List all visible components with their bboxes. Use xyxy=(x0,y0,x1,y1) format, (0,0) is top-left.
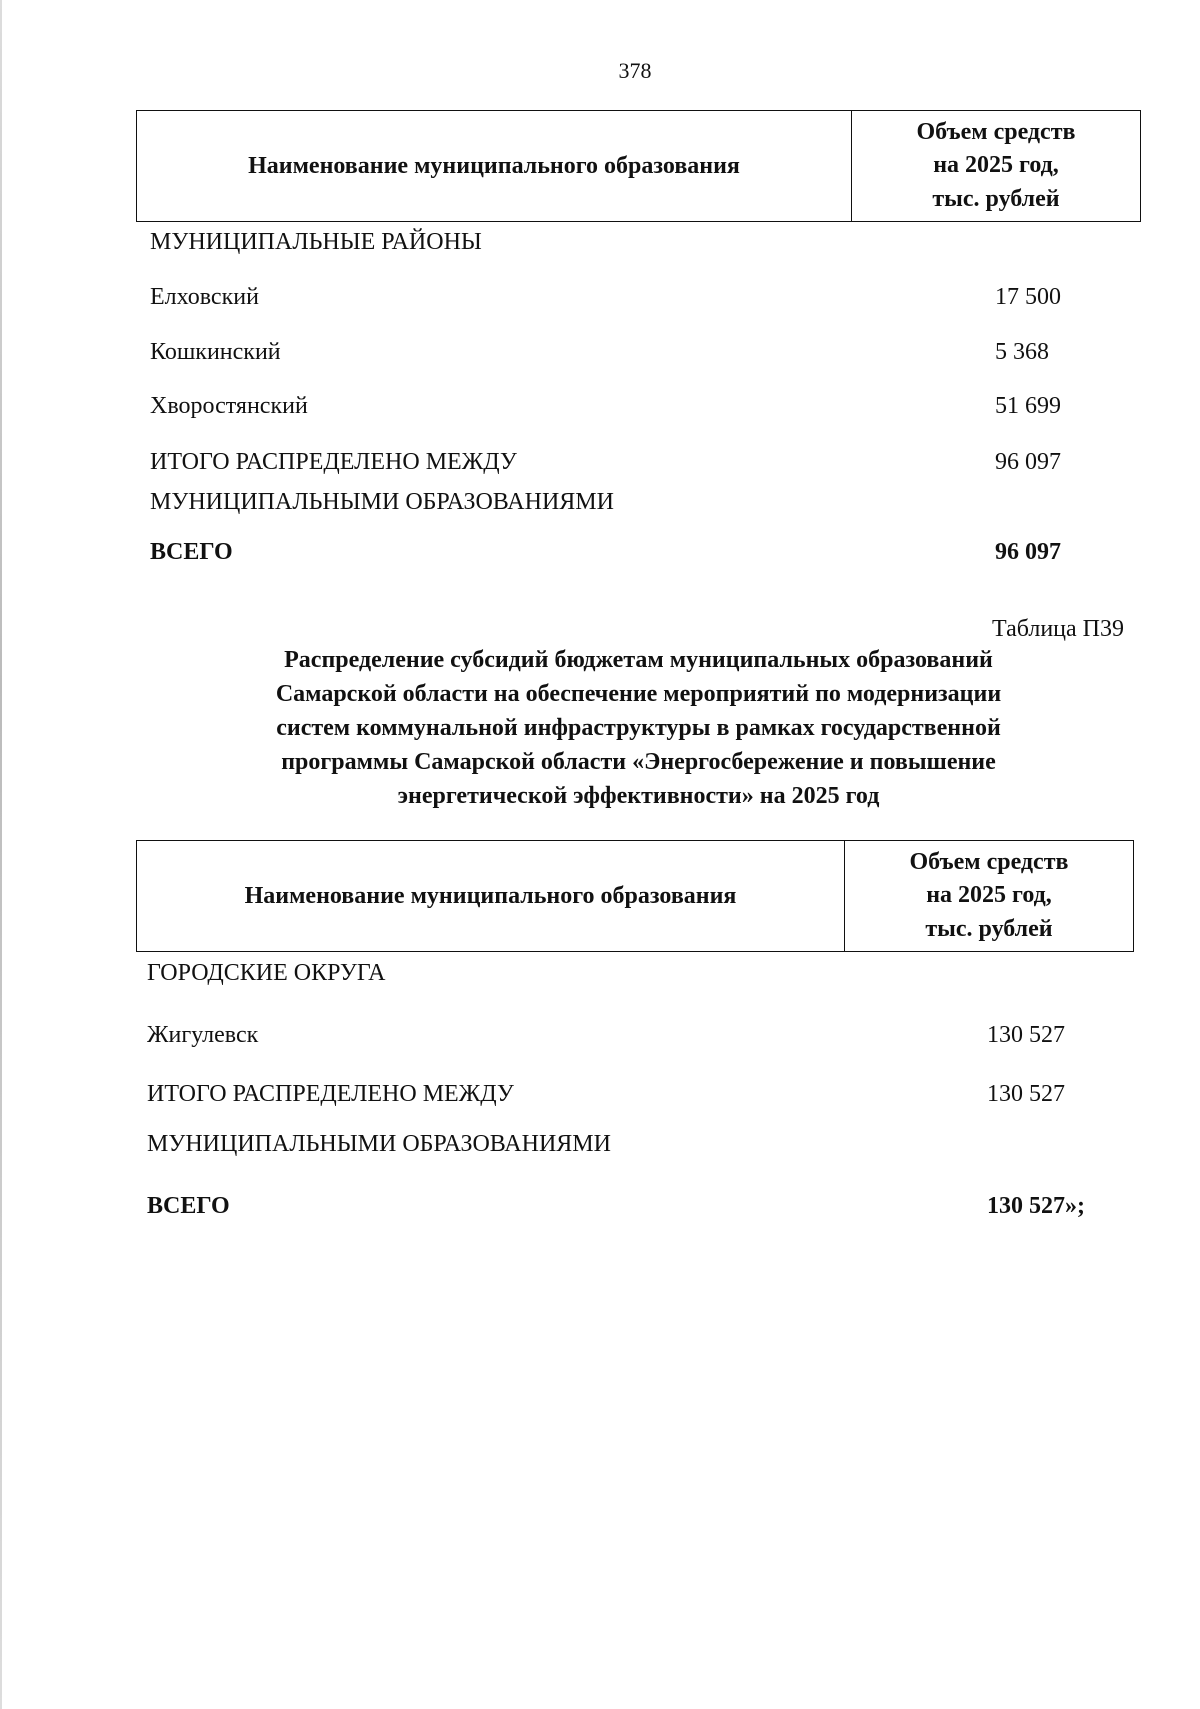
table1-header xyxy=(136,110,1141,222)
row-value: 130 527 xyxy=(987,1022,1065,1048)
page-number: 378 xyxy=(618,58,652,83)
table2-label: Таблица П39 xyxy=(992,616,1124,642)
subtotal-line1: ИТОГО РАСПРЕДЕЛЕНО МЕЖДУ xyxy=(147,1081,514,1107)
row-name: Елховский xyxy=(150,284,259,310)
row-value: 17 500 xyxy=(995,284,1061,310)
row-value: 5 368 xyxy=(995,339,1049,365)
table1-header-name: Наименование муниципального образования xyxy=(137,111,852,221)
table1-group-title: МУНИЦИПАЛЬНЫЕ РАЙОНЫ xyxy=(150,229,482,255)
table2-header-name: Наименование муниципального образования xyxy=(137,841,845,951)
table1-header-amount: Объем средств на 2025 год, тыс. рублей xyxy=(916,119,1076,212)
total-label: ВСЕГО xyxy=(147,1193,230,1219)
row-name: Кошкинский xyxy=(150,339,281,365)
subtotal-line2: МУНИЦИПАЛЬНЫМИ ОБРАЗОВАНИЯМИ xyxy=(150,489,614,515)
table2-group-title: ГОРОДСКИЕ ОКРУГА xyxy=(147,960,386,986)
row-name: Хворостянский xyxy=(150,393,308,419)
title-line: Самарской области на обеспечение мероприятий по модернизации xyxy=(275,681,1002,707)
subtotal-line1: ИТОГО РАСПРЕДЕЛЕНО МЕЖДУ xyxy=(150,449,517,475)
table2-header xyxy=(136,840,1134,952)
total-value: 96 097 xyxy=(995,539,1061,565)
title-line: программы Самарской области «Энергосбережение и повышение xyxy=(281,749,996,775)
title-line: Распределение субсидий бюджетам муниципальных образований xyxy=(284,647,993,673)
subtotal-line2: МУНИЦИПАЛЬНЫМИ ОБРАЗОВАНИЯМИ xyxy=(147,1131,611,1157)
total-label: ВСЕГО xyxy=(150,539,233,565)
title-line: энергетической эффективности» на 2025 год xyxy=(397,783,880,809)
subtotal-value: 130 527 xyxy=(987,1081,1065,1107)
total-value: 130 527»; xyxy=(987,1193,1085,1219)
table2-title xyxy=(136,643,1141,813)
title-line: систем коммунальной инфраструктуры в рамках государственной xyxy=(276,715,1001,741)
subtotal-value: 96 097 xyxy=(995,449,1061,475)
scan-edge xyxy=(0,0,2,1709)
row-value: 51 699 xyxy=(995,393,1061,419)
table2-header-amount: Объем средств на 2025 год, тыс. рублей xyxy=(909,849,1069,942)
row-name: Жигулевск xyxy=(147,1022,259,1048)
